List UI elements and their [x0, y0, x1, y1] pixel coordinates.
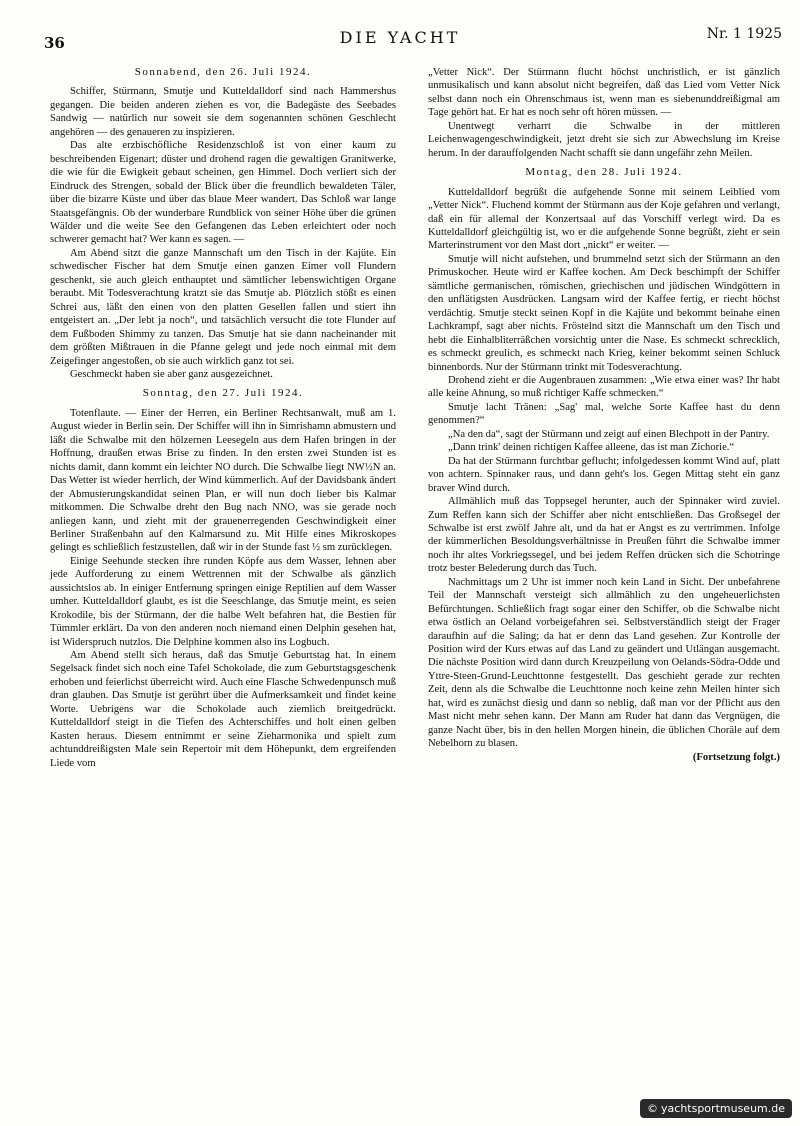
- paragraph: „Vetter Nick“. Der Stürmann flucht höchst unchristlich, er ist gänzlich unmusikalisch und kann absolut nicht begreifen, daß das Lied vom Vetter Nick selbst dann noch ein Ohrenschmaus ist, wenn man es siebenunddreißigmal am Tage gehört hat. Er hat es noch sehr oft hören müssen. —: [428, 67, 780, 119]
- journal-title: DIE YACHT: [339, 28, 461, 47]
- paragraph: Allmählich muß das Toppsegel herunter, auch der Spinnaker wird zuviel. Zum Reffen kann sich der Schiffer aber nicht entschließen. Das Großsegel der Schwalbe ist erst zwölf Jahre alt, und da hat er Angst es zu vertrimmen. Infolge der kümmerlichen Besoldungsverhältnisse in Preußen führt die Schwalbe immer noch ihr altes Vorkriegssegel, und bei jedem Reffen drücken sich die Schotringe trotz bester Belederung durch das Tuch.: [428, 496, 780, 575]
- paragraph: Kutteldalldorf begrüßt die aufgehende Sonne mit seinem Leiblied vom „Vetter Nick“. Fluchend kommt der Stürmann aus der Koje gefahren und verlangt, daß ein für allemal der Konzertsaal auf das Vorschiff verlegt wird. Da es Kutteldalldorf gleichgültig ist, wo er die aufgehende Sonne begrüßt, zieht er sein Marterinstrument vor den Mast dort „nickt“ er weiter. —: [428, 186, 780, 252]
- paragraph: Am Abend sitzt die ganze Mannschaft um den Tisch in der Kajüte. Ein schwedischer Fischer hat dem Smutje einen ganzen Eimer voll Flundern geschenkt, sie auch gleich enthauptet und sämtlicher lebenswichtigen Organe beraubt. Mit Todesverachtung kratzt sie das Smutje ab. Plötzlich stößt es einen Schrei aus, läßt den einen von den platten Gesellen fallen und stiert ihn entgeistert an. „Der lebt ja noch“, und tatsächlich versucht die tote Flunder auf dem Fußboden Shimmy zu tanzen. Das Smutje hat sie dann nacheinander mit dem größten Mißtrauen in die Pfanne gelegt und jede noch einmal mit dem Zeigefinger angestoßen, ob sie auch wirklich ganz tot sei.: [50, 247, 396, 367]
- section-heading-sunday: Sonntag, den 27. Juli 1924.: [142, 387, 304, 400]
- paragraph: Totenflaute. — Einer der Herren, ein Berliner Rechtsanwalt, muß am 1. August wieder in Berlin sein. Der Schiffer will ihn in Simrishamn abmustern und läßt die Schwalbe mit den hölzernen Leesegeln aus dem Hafen bringen in der Hoffnung, draußen etwas Brise zu finden. In den ersten zwei Stunden ist es nichts damit, dann kommt ein leichter NO durch. Die Schwalbe liegt NW½N an. Das Wetter ist wieder herrlich, der Wind kümmerlich. Auf der Davidsbank ändert der Abmusterungskandidat seinen Plan, er will nun doch lieber bis Kalmar mitkommen. Die Schwalbe dreht den Bug nach NNO, was sie gerade noch anliegen kann, und zieht mit der grauenerregenden Geschwindigkeit einer Berliner Straßenbahn auf den Kalmarsund zu. Mit Hilfe eines Mikroskopes gelingt es schließlich festzustellen, daß wir in der Stunde fast ½ sm zurücklegen.: [50, 407, 396, 554]
- paragraph: Am Abend stellt sich heraus, daß das Smutje Geburtstag hat. In einem Segelsack findet sich noch eine Tafel Schokolade, die zum Geburtstagsgeschenk erhoben und feierlichst überreicht wird. Auch eine Flasche Schwedenpunsch muß dran glauben. Das Smutje ist gerührt über die Aufmerksamkeit und findet keine Worte. Uebrigens war die Schokolade auch ziemlich breitgedrückt. Kutteldalldorf steigt in die Tiefen des Achterschiffes und holt einen gelben Kasten heraus. Diesem entnimmt er seine Zieharmonika und spielt zum achtunddreißigsten Male sein Repertoir mit dem Höhepunkt, dem ergreifenden Liede vom: [50, 650, 396, 769]
- paragraph: Unentwegt verharrt die Schwalbe in der mittleren Leichenwagengeschwindigkeit, jetzt dreht sie sich zur Abwechslung im Kreise herum. In der darauffolgenden Nacht schafft sie dann ungefähr zehn Meilen.: [428, 120, 780, 159]
- copyright-icon: ©: [647, 1102, 659, 1115]
- page-number: 36: [44, 34, 65, 52]
- issue-label: Nr. 1 1925: [706, 26, 782, 42]
- section-heading-saturday: Sonnabend, den 26. Juli 1924.: [134, 66, 312, 78]
- watermark-badge[interactable]: [640, 1099, 792, 1118]
- paragraph: Drohend zieht er die Augenbrauen zusammen: „Wie etwa einer was? Ihr habt alle keine Ahnung, so muß richtiger Kaffe schmecken.“: [428, 374, 780, 400]
- paragraph: Einige Seehunde stecken ihre runden Köpfe aus dem Wasser, lehnen aber jede Aufforderung zu einem Wettrennen mit der Schwalbe als gänzlich aussichtslos ab. In einiger Entfernung springen einige Reptilien auf dem Wasser umher. Kutteldalldorf glaubt, es ist die Seeschlange, das Smutje meint, es seien Krokodile, bis der Stürmann, der die halbe Welt befahren hat, die Bestien für Tümmler erklärt. Da von den anderen noch niemand einen Delphin gesehen hat, ist Widerspruch nutzlos. Die Delphine kommen also ins Logbuch.: [50, 555, 396, 648]
- paragraph: „Dann trink' deinen richtigen Kaffee alleene, das ist man Zichorie.“: [448, 442, 735, 454]
- paragraph: Smutje will nicht aufstehen, und brummelnd setzt sich der Stürmann an den Primuskocher. Heute wird er Kaffee kochen. Am Deck beschimpft der Schiffer sämtliche germanischen, römischen, griechischen und jüdischen Windgöttern in den unflätigsten Ausdrücken. Langsam wird der Kaffee fertig, er riecht höchst verdächtig. Smutje steckt seinen Kopf in die Kajüte und bekommt beinahe einen Lachkrampf, sagt aber nichts. Fröstelnd sitzt die Mannschaft um den Tisch und hebt die Einhalbliterräßchen vorsichtig unter die Nase. Es schmeckt schrecklich, es schmeckt greulich, es schmeckt nach Krieg, keiner bekommt seinen Schluck binnenbords. Nur der Stürmann trinkt mit Todesverachtung.: [428, 253, 780, 373]
- page-header: [0, 24, 800, 52]
- watermark-text: yachtsportmuseum.de: [661, 1102, 785, 1115]
- right-column: [428, 66, 780, 764]
- paragraph: Schiffer, Stürmann, Smutje und Kutteldalldorf sind nach Hammershus gegangen. Die beiden anderen ziehen es vor, die Badegäste des Seebades Sandwig — natürlich nur soweit sie dem sogenannten schönen Geschlecht angehören — des genaueren zu inspizieren.: [50, 86, 396, 138]
- paragraph: Geschmeckt haben sie aber ganz ausgezeichnet.: [70, 368, 273, 380]
- paragraph: Da hat der Stürmann furchtbar geflucht; infolgedessen kommt Wind auf, platt von achtern. Spinnaker raus, und dann geht's los. Gegen Mittag steht ein ganz braver Wind durch.: [428, 455, 780, 494]
- paragraph: Das alte erzbischöfliche Residenzschloß ist von einer kaum zu beschreibenden Eigenart; düster und drohend ragen die gewaltigen Granitwerke, die wie für die Ewigkeit gebaut scheinen, gen Himmel. Doch verliert sich der Eindruck des Strengen, sobald der Blick über die freundlich bewaldeten Täler, über die bizarre Küste und über das blaue Meer wandert. Das Schloß war lange Staatsgefängnis. Ob der wunderbare Rundblick von seiner Höhe über die grünen Wälder und die weite See den Gefangenen das Leben erleichtert oder noch schwerer gemacht hat? Wer kann es sagen. —: [50, 140, 396, 246]
- paragraph: „Na den da“, sagt der Stürmann und zeigt auf einen Blechpott in der Pantry.: [448, 428, 770, 440]
- paragraph: Smutje lacht Tränen: „Sag' mal, welche Sorte Kaffee hast du denn genommen?“: [428, 401, 780, 427]
- paragraph: Nachmittags um 2 Uhr ist immer noch kein Land in Sicht. Der unbefahrene Teil der Mannschaft versteigt sich allmählich zu den ungeheuerlichsten Befürchtungen. Schließlich fragt sogar einer den Schiffer, ob die Schwalbe nicht etwa östlich an Oeland vorbeigefahren sei. Selbstverständlich steigt der Frager daraufhin auf die Saling; da hat er denn das Land gesehen. Zur Kontrolle der Position wird der Kurs etwas auf das Land zu geändert und Utlängan ausgemacht. Die nächste Position wird dann durch Kreuzpeilung von Oelands-Södra-Odde und Yttre-Steen-Grund-Leuchttonne festgestellt. Das geschieht gerade zur rechten Zeit, denn als die Schwalbe die Leuchttonne noch keine zehn Meilen hinter sich hat, wird es zunächst diesig und dann so neblig, daß man vor der Pflicht aus den Mast nicht mehr sehen kann. Der Mann am Ruder hat dann das Vergnügen, die ganze Nacht über, bis in den hellen Morgen hinein, die üblichen Choräle auf dem Nebelhorn zu blasen.: [428, 576, 780, 750]
- continued-note: (Fortsetzung folgt.): [692, 751, 780, 763]
- section-heading-monday: Montag, den 28. Juli 1924.: [525, 166, 683, 179]
- left-column: [50, 66, 396, 770]
